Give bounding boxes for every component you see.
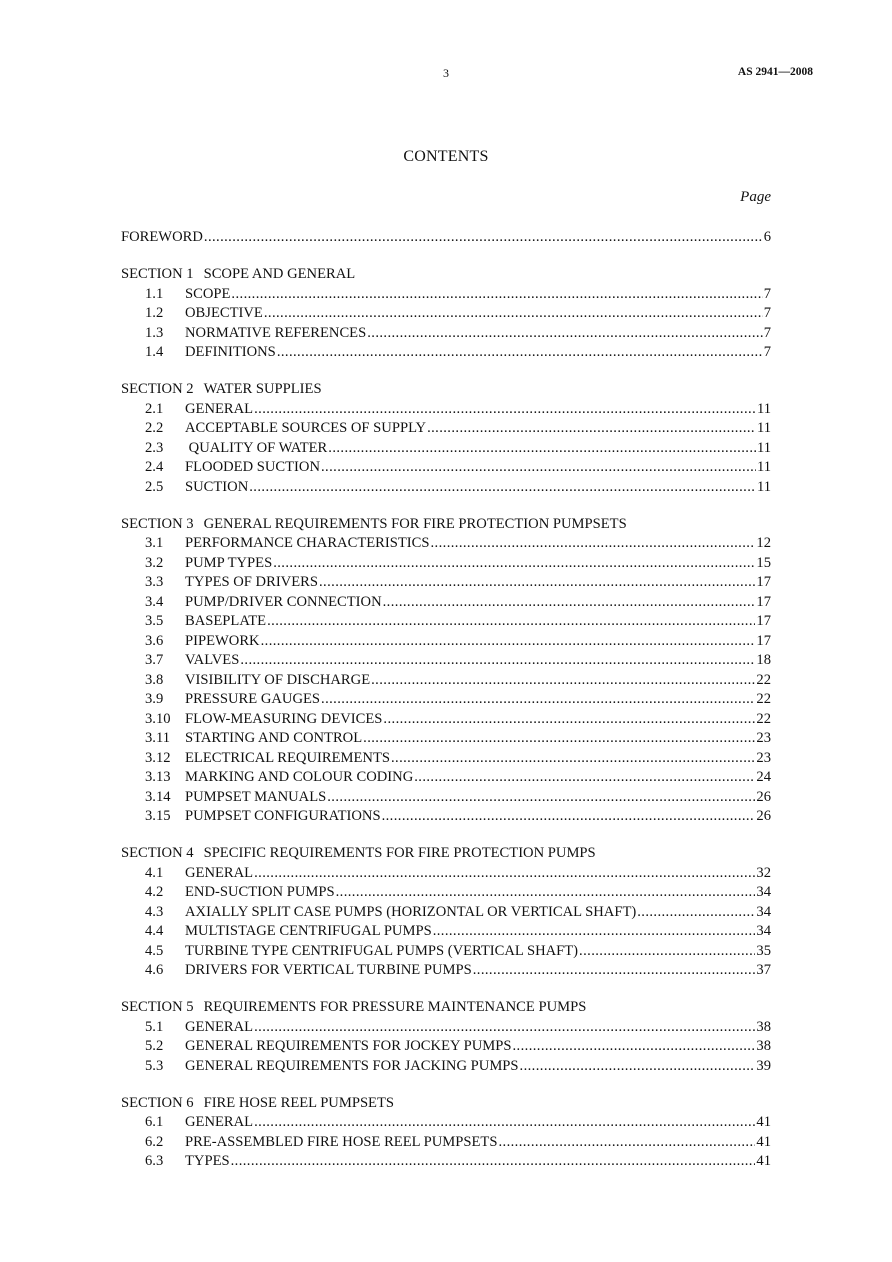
section-title: REQUIREMENTS FOR PRESSURE MAINTENANCE PUMPS <box>203 999 587 1015</box>
toc-entry-title: SUCTION <box>185 478 249 495</box>
toc-entry-page: 22 <box>756 671 771 688</box>
toc-entry-page: 11 <box>756 478 771 495</box>
toc-entry-title: SCOPE <box>185 285 231 302</box>
toc-entry-page: 24 <box>756 769 771 785</box>
toc-entry-title: DEFINITIONS <box>185 344 276 360</box>
section-label: SECTION 6 <box>121 1094 194 1111</box>
toc-entry[interactable] <box>121 903 771 923</box>
standard-identifier: AS 2941—2008 <box>737 66 813 78</box>
toc-entry[interactable] <box>121 864 771 884</box>
toc-entry-title: OBJECTIVE <box>185 305 263 321</box>
toc-entry-page: 39 <box>756 1057 771 1074</box>
toc-entry[interactable] <box>121 768 771 788</box>
toc-entry[interactable] <box>121 729 771 749</box>
toc-entry-title: PIPEWORK <box>185 632 260 649</box>
toc-entry-page: 11 <box>756 420 771 436</box>
dot-leader <box>319 573 755 593</box>
toc-entry-title: TYPES <box>185 1153 230 1169</box>
toc-entry-title: PUMPSET CONFIGURATIONS <box>185 808 381 824</box>
toc-entry-page: 22 <box>756 710 771 727</box>
section-heading[interactable] <box>121 998 771 1018</box>
dot-leader <box>254 1113 755 1133</box>
toc-entry-page: 22 <box>756 691 771 707</box>
toc-entry[interactable] <box>121 788 771 808</box>
toc-entry[interactable] <box>121 534 771 554</box>
dot-leader <box>273 554 755 574</box>
toc-entry-page: 41 <box>756 1133 771 1150</box>
toc-entry-page: 17 <box>756 632 771 649</box>
toc-entry-number: 4.5 <box>145 942 164 959</box>
toc-entry-number: 3.14 <box>145 788 171 805</box>
toc-entry-title: ELECTRICAL REQUIREMENTS <box>185 749 390 766</box>
toc-entry-number: 3.8 <box>145 671 164 688</box>
toc-entry-page: 7 <box>763 324 771 341</box>
toc-entry[interactable] <box>121 1113 771 1133</box>
toc-entry[interactable] <box>121 651 771 671</box>
toc-entry[interactable] <box>121 922 771 942</box>
toc-entry-page: 23 <box>756 730 771 746</box>
dot-leader <box>328 439 756 459</box>
section-title: FIRE HOSE REEL PUMPSETS <box>203 1094 395 1111</box>
toc-entry-title: PUMPSET MANUALS <box>185 788 327 805</box>
toc-entry-title: MULTISTAGE CENTRIFUGAL PUMPS <box>185 923 432 939</box>
toc-entry-number: 4.3 <box>145 903 164 920</box>
dot-leader <box>371 671 755 691</box>
section-heading[interactable] <box>121 265 771 285</box>
toc-entry-page: 34 <box>756 884 771 900</box>
toc-entry-page: 38 <box>756 1018 771 1035</box>
section-label: SECTION 3 <box>121 515 194 532</box>
dot-leader <box>240 651 755 671</box>
toc-entry-page: 38 <box>756 1038 771 1054</box>
page-number: 3 <box>443 66 449 80</box>
toc-entry-number: 4.2 <box>145 884 164 900</box>
toc-entry[interactable] <box>121 749 771 769</box>
dot-leader <box>579 942 755 962</box>
toc-entry-title: BASEPLATE <box>185 613 267 629</box>
toc-entry-number: 6.1 <box>145 1114 164 1130</box>
toc-entry[interactable] <box>121 573 771 593</box>
toc-entry-page: 26 <box>756 808 771 824</box>
toc-entry-number: 3.3 <box>145 574 164 590</box>
toc-entry-page: 26 <box>756 788 771 805</box>
toc-entry-number: 3.4 <box>145 593 164 610</box>
section-title: GENERAL REQUIREMENTS FOR FIRE PROTECTION PUMPSETS <box>203 515 627 532</box>
toc-entry-title: VISIBILITY OF DISCHARGE <box>185 671 371 688</box>
toc-entry-title: DRIVERS FOR VERTICAL TURBINE PUMPS <box>185 962 472 978</box>
toc-entry-number: 1.1 <box>145 285 164 302</box>
dot-leader <box>249 478 756 498</box>
dot-leader <box>321 458 756 478</box>
dot-leader <box>231 285 762 305</box>
dot-leader <box>204 228 763 248</box>
toc-entry-title: GENERAL <box>185 1114 254 1130</box>
toc-entry[interactable] <box>121 671 771 691</box>
toc-entry-title: FOREWORD <box>121 229 203 245</box>
section-title: WATER SUPPLIES <box>203 381 322 397</box>
toc-entry-page: 32 <box>756 864 771 881</box>
section-spacer <box>121 363 771 381</box>
toc-entry[interactable] <box>121 458 771 478</box>
dot-leader <box>427 419 756 439</box>
toc-entry-title: GENERAL <box>185 400 254 417</box>
toc-entry-title: FLOODED SUCTION <box>185 459 320 475</box>
toc-entry-number: 2.2 <box>145 420 164 436</box>
toc-entry-number: 3.12 <box>145 749 171 766</box>
section-label: SECTION 2 <box>121 381 194 397</box>
dot-leader <box>513 1037 756 1057</box>
toc-entry-number: 2.1 <box>145 400 164 417</box>
toc-entry-title: STARTING AND CONTROL <box>185 730 363 746</box>
toc-entry[interactable] <box>121 439 771 459</box>
section-heading[interactable] <box>121 844 771 864</box>
dot-leader <box>637 903 755 923</box>
dot-leader <box>367 324 762 344</box>
dot-leader <box>254 1018 755 1038</box>
toc-entry-page: 41 <box>756 1153 771 1169</box>
toc-entry-title: VALVES <box>185 652 240 668</box>
toc-entry-number: 2.5 <box>145 478 164 495</box>
toc-entry[interactable] <box>121 942 771 962</box>
toc-entry-page: 11 <box>756 459 771 475</box>
toc-entry-title: PUMP TYPES <box>185 554 273 571</box>
toc-entry[interactable] <box>121 1018 771 1038</box>
section-label: SECTION 5 <box>121 999 194 1015</box>
toc-entry-title: PUMP/DRIVER CONNECTION <box>185 593 382 610</box>
dot-leader <box>383 593 756 613</box>
dot-leader <box>254 864 755 884</box>
toc-entry[interactable] <box>121 343 771 363</box>
dot-leader <box>391 749 755 769</box>
toc-entry-title: MARKING AND COLOUR CODING <box>185 769 414 785</box>
dot-leader <box>363 729 755 749</box>
toc-entry-page: 12 <box>756 535 771 551</box>
toc-entry[interactable] <box>121 554 771 574</box>
toc-entry[interactable] <box>121 612 771 632</box>
toc-entry[interactable] <box>121 632 771 652</box>
toc-entry-page: 34 <box>756 923 771 939</box>
toc-entry-title: TYPES OF DRIVERS <box>185 574 318 590</box>
toc-entry-number: 5.2 <box>145 1038 164 1054</box>
dot-leader <box>231 1152 756 1172</box>
section-label: SECTION 1 <box>121 266 194 282</box>
toc-entry-number: 2.4 <box>145 459 164 475</box>
toc-entry[interactable] <box>121 419 771 439</box>
toc-entry[interactable] <box>121 400 771 420</box>
toc-entry-number: 3.9 <box>145 691 164 707</box>
section-spacer <box>121 981 771 999</box>
toc-entry[interactable] <box>121 807 771 827</box>
toc-entry-page: 11 <box>756 400 771 417</box>
dot-leader <box>473 961 756 981</box>
toc-entry-number: 3.7 <box>145 652 164 668</box>
toc-entry-number: 4.4 <box>145 923 164 939</box>
toc-entry-title: GENERAL REQUIREMENTS FOR JOCKEY PUMPS <box>185 1038 512 1054</box>
toc-entry-page: 23 <box>756 749 771 766</box>
toc-entry-number: 3.1 <box>145 535 164 551</box>
table-of-contents <box>121 228 771 1172</box>
toc-entry-page: 7 <box>763 344 771 360</box>
toc-entry-title: FLOW-MEASURING DEVICES <box>185 710 383 727</box>
toc-entry[interactable] <box>121 710 771 730</box>
section-spacer <box>121 248 771 266</box>
toc-entry[interactable] <box>121 1057 771 1077</box>
toc-entry-page: 37 <box>756 962 771 978</box>
toc-entry[interactable] <box>121 961 771 981</box>
toc-entry-title: ACCEPTABLE SOURCES OF SUPPLY <box>185 420 427 436</box>
toc-entry-number: 2.3 <box>145 439 164 456</box>
toc-entry-number: 3.13 <box>145 769 171 785</box>
toc-entry-page: 17 <box>756 574 771 590</box>
page-column-label: Page <box>740 189 771 205</box>
toc-entry-number: 5.1 <box>145 1018 164 1035</box>
dot-leader <box>261 632 756 652</box>
section-spacer <box>121 497 771 515</box>
section-title: SPECIFIC REQUIREMENTS FOR FIRE PROTECTION PUMPS <box>203 845 596 861</box>
toc-entry-page: 34 <box>756 903 771 920</box>
toc-entry-page: 7 <box>763 285 771 302</box>
toc-entry-number: 5.3 <box>145 1057 164 1074</box>
toc-entry-title: GENERAL <box>185 864 254 881</box>
toc-entry-page: 41 <box>756 1114 771 1130</box>
dot-leader <box>264 304 763 324</box>
toc-entry-page: 6 <box>763 229 771 245</box>
section-spacer <box>121 1076 771 1094</box>
toc-entry-number: 1.2 <box>145 305 164 321</box>
toc-entry-page: 15 <box>756 554 771 571</box>
toc-entry-page: 17 <box>756 613 771 629</box>
toc-entry[interactable] <box>121 883 771 903</box>
toc-entry-page: 18 <box>756 652 771 668</box>
toc-entry-title: PRE-ASSEMBLED FIRE HOSE REEL PUMPSETS <box>185 1133 498 1150</box>
toc-entry[interactable] <box>121 285 771 305</box>
toc-entry-page: 17 <box>756 593 771 610</box>
dot-leader <box>267 612 755 632</box>
toc-entry-title: GENERAL REQUIREMENTS FOR JACKING PUMPS <box>185 1057 519 1074</box>
toc-entry-number: 1.3 <box>145 324 164 341</box>
dot-leader <box>383 710 755 730</box>
toc-entry-title: GENERAL <box>185 1018 254 1035</box>
toc-entry-number: 6.3 <box>145 1153 164 1169</box>
dot-leader <box>382 807 756 827</box>
toc-entry-title: END-SUCTION PUMPS <box>185 884 335 900</box>
toc-entry-page: 7 <box>763 305 771 321</box>
contents-title: CONTENTS <box>403 148 489 165</box>
toc-entry-title: PERFORMANCE CHARACTERISTICS <box>185 535 430 551</box>
toc-entry-title: PRESSURE GAUGES <box>185 691 321 707</box>
toc-entry[interactable] <box>121 324 771 344</box>
toc-entry-number: 3.2 <box>145 554 164 571</box>
toc-entry-title: QUALITY OF WATER <box>185 439 328 456</box>
dot-leader <box>414 768 755 788</box>
toc-entry-number: 3.10 <box>145 710 171 727</box>
toc-entry-title: TURBINE TYPE CENTRIFUGAL PUMPS (VERTICAL SHAFT) <box>185 942 579 959</box>
toc-entry-page: 11 <box>756 439 771 456</box>
section-label: SECTION 4 <box>121 845 194 861</box>
dot-leader <box>498 1133 755 1153</box>
toc-entry-title: NORMATIVE REFERENCES <box>185 324 367 341</box>
dot-leader <box>520 1057 756 1077</box>
toc-entry[interactable] <box>121 304 771 324</box>
section-title: SCOPE AND GENERAL <box>203 266 356 282</box>
toc-entry-page: 35 <box>756 942 771 959</box>
section-heading[interactable] <box>121 515 771 535</box>
section-heading[interactable] <box>121 380 771 400</box>
dot-leader <box>321 690 755 710</box>
dot-leader <box>433 922 756 942</box>
toc-entry[interactable] <box>121 478 771 498</box>
toc-entry-title: AXIALLY SPLIT CASE PUMPS (HORIZONTAL OR VERTICAL SHAFT) <box>185 903 637 920</box>
toc-entry-number: 4.1 <box>145 864 164 881</box>
dot-leader <box>431 534 756 554</box>
toc-entry-number: 3.6 <box>145 632 164 649</box>
toc-entry[interactable] <box>121 1152 771 1172</box>
dot-leader <box>336 883 756 903</box>
toc-entry[interactable] <box>121 1037 771 1057</box>
toc-entry[interactable] <box>121 1133 771 1153</box>
dot-leader <box>254 400 756 420</box>
toc-entry-number: 6.2 <box>145 1133 164 1150</box>
toc-entry[interactable] <box>121 593 771 613</box>
toc-entry-number: 4.6 <box>145 962 164 978</box>
dot-leader <box>327 788 755 808</box>
section-spacer <box>121 827 771 845</box>
toc-entry-number: 3.11 <box>145 730 170 746</box>
section-heading[interactable] <box>121 1094 771 1114</box>
toc-entry-number: 3.5 <box>145 613 164 629</box>
toc-entry-number: 1.4 <box>145 344 164 360</box>
toc-entry-foreword[interactable] <box>121 228 771 248</box>
dot-leader <box>277 343 763 363</box>
toc-entry[interactable] <box>121 690 771 710</box>
toc-entry-number: 3.15 <box>145 808 171 824</box>
